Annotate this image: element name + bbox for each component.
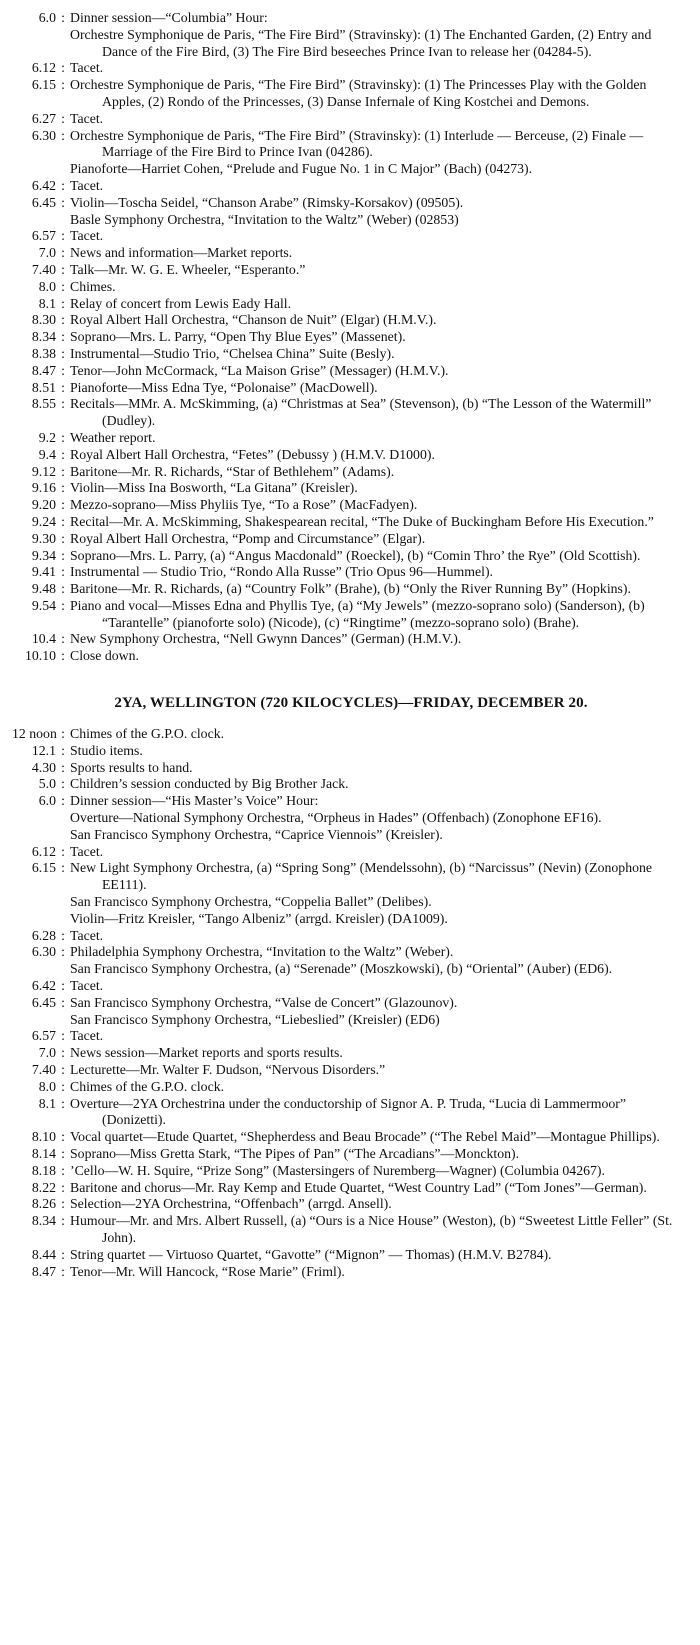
entry-text: Orchestre Symphonique de Paris, “The Fire Bird” (Stravinsky): (1) Interlude — Berceuse, (2) Finale — Marriage of the Fire Bird to Prince Ivan (04286). bbox=[70, 127, 644, 160]
entry-text: Tacet. bbox=[70, 1028, 104, 1044]
entry-time: 6.30 bbox=[31, 127, 56, 143]
programme-entry bbox=[12, 810, 690, 827]
entry-separator: : bbox=[61, 429, 65, 445]
entry-text: Talk—Mr. W. G. E. Wheeler, “Esperanto.” bbox=[70, 261, 306, 277]
entry-separator: : bbox=[61, 345, 65, 361]
entry-separator: : bbox=[61, 1129, 65, 1145]
entry-text: Dinner session—“His Master’s Voice” Hour: bbox=[70, 793, 319, 809]
entry-text: San Francisco Symphony Orchestra, “Coppelia Ballet” (Delibes). bbox=[70, 894, 432, 910]
entry-separator: : bbox=[61, 446, 65, 462]
programme-entry bbox=[12, 128, 690, 162]
entry-separator: : bbox=[61, 860, 65, 876]
entry-time: 9.16 bbox=[31, 480, 56, 496]
programme-entry bbox=[12, 1264, 690, 1281]
entry-text: Chimes of the G.P.O. clock. bbox=[70, 1078, 225, 1094]
entry-separator: : bbox=[61, 1095, 65, 1111]
entry-time: 6.12 bbox=[31, 843, 56, 859]
programme-entry bbox=[12, 793, 690, 810]
entry-separator: : bbox=[61, 1078, 65, 1094]
programme-entry bbox=[12, 631, 690, 648]
entry-time: 6.57 bbox=[31, 228, 56, 244]
programme-entry bbox=[12, 480, 690, 497]
entry-separator: : bbox=[61, 927, 65, 943]
entry-separator: : bbox=[61, 631, 65, 647]
programme-entry bbox=[12, 212, 690, 229]
programme-entry bbox=[12, 1096, 690, 1130]
entry-time: 7.0 bbox=[38, 245, 56, 261]
programme-entry bbox=[12, 961, 690, 978]
entry-text: Tacet. bbox=[70, 978, 104, 994]
programme-entry bbox=[12, 245, 690, 262]
entry-time: 9.4 bbox=[38, 446, 56, 462]
entry-text: Humour—Mr. and Mrs. Albert Russell, (a) “Ours is a Nice House” (Weston), (b) “Sweetest Little Feller” (St. John). bbox=[70, 1213, 673, 1245]
entry-time: 8.44 bbox=[31, 1246, 56, 1262]
entry-separator: : bbox=[61, 480, 65, 496]
entry-time: 6.12 bbox=[31, 60, 56, 76]
programme-entry bbox=[12, 1028, 690, 1045]
entry-time: 6.45 bbox=[31, 994, 56, 1010]
entry-text: San Francisco Symphony Orchestra, “Liebeslied” (Kreisler) (ED6) bbox=[70, 1011, 440, 1027]
programme-entry bbox=[12, 1045, 690, 1062]
entry-separator: : bbox=[61, 1179, 65, 1195]
entry-text: Tacet. bbox=[70, 228, 104, 244]
programme-entry bbox=[12, 279, 690, 296]
programme-entry bbox=[12, 312, 690, 329]
entry-separator: : bbox=[61, 396, 65, 412]
entry-text: Mezzo-soprano—Miss Phyliis Tye, “To a Rose” (MacFadyen). bbox=[70, 497, 418, 513]
entry-time: 5.0 bbox=[38, 776, 56, 792]
programme-entry bbox=[12, 564, 690, 581]
entry-separator: : bbox=[61, 944, 65, 960]
entry-separator: : bbox=[61, 245, 65, 261]
entry-separator: : bbox=[61, 597, 65, 613]
programme-entry bbox=[12, 195, 690, 212]
entry-text: Piano and vocal—Misses Edna and Phyllis Tye, (a) “My Jewels” (mezzo-soprano solo) (Sanderson), (b) “Tarantelle” (pianoforte solo) (Nicode), (c) “Ringtime” (mezzo-soprano solo) (Brahe). bbox=[70, 597, 645, 630]
entry-separator: : bbox=[61, 1045, 65, 1061]
programme-entry bbox=[12, 1129, 690, 1146]
entry-separator: : bbox=[61, 379, 65, 395]
programme-entry bbox=[12, 497, 690, 514]
entry-text: Baritone—Mr. R. Richards, “Star of Bethlehem” (Adams). bbox=[70, 463, 395, 479]
entry-text: Soprano—Miss Gretta Stark, “The Pipes of Pan” (“The Arcadians”—Monckton). bbox=[70, 1146, 520, 1161]
entry-time: 9.24 bbox=[31, 513, 56, 529]
programme-entry bbox=[12, 648, 690, 665]
programme-entry bbox=[12, 995, 690, 1012]
programme-section-1ya bbox=[12, 10, 690, 665]
entry-time: 9.2 bbox=[38, 429, 56, 445]
entry-time: 9.12 bbox=[31, 463, 56, 479]
entry-time: 6.27 bbox=[31, 110, 56, 126]
entry-text: New Light Symphony Orchestra, (a) “Spring Song” (Mendelssohn), (b) “Narcissus” (Nevin) (Zonophone EE111). bbox=[70, 860, 653, 893]
entry-text: Royal Albert Hall Orchestra, “Chanson de Nuit” (Elgar) (H.M.V.). bbox=[70, 312, 437, 328]
entry-time: 6.57 bbox=[31, 1028, 56, 1044]
entry-separator: : bbox=[61, 312, 65, 328]
entry-text: San Francisco Symphony Orchestra, “Caprice Viennois” (Kreisler). bbox=[70, 826, 443, 842]
entry-text: Sports results to hand. bbox=[70, 759, 193, 775]
entry-time: 8.18 bbox=[31, 1162, 56, 1178]
entry-separator: : bbox=[61, 1213, 65, 1229]
programme-entry bbox=[12, 1196, 690, 1213]
entry-text: New Symphony Orchestra, “Nell Gwynn Dances” (German) (H.M.V.). bbox=[70, 631, 462, 647]
programme-entry bbox=[12, 464, 690, 481]
entry-time: 9.41 bbox=[31, 564, 56, 580]
entry-time: 8.34 bbox=[31, 329, 56, 345]
entry-time: 8.26 bbox=[31, 1196, 56, 1212]
entry-time: 6.15 bbox=[31, 860, 56, 876]
entry-text: Violin—Fritz Kreisler, “Tango Albeniz” (arrgd. Kreisler) (DA1009). bbox=[70, 910, 448, 926]
entry-time: 8.10 bbox=[31, 1129, 56, 1145]
entry-time: 6.0 bbox=[38, 793, 56, 809]
entry-text: Chimes of the G.P.O. clock. bbox=[70, 726, 225, 742]
entry-separator: : bbox=[61, 228, 65, 244]
programme-entry bbox=[12, 1213, 690, 1247]
entry-text: Selection—2YA Orchestrina, “Offenbach” (arrgd. Ansell). bbox=[70, 1196, 392, 1212]
entry-text: Orchestre Symphonique de Paris, “The Fire Bird” (Stravinsky): (1) The Princesses Play with the Golden Apples, (2) Rondo of the Princesses, (3) Danse Infernale of King Kostchei and Demons. bbox=[70, 77, 647, 109]
entry-separator: : bbox=[61, 463, 65, 479]
programme-section-2ya bbox=[12, 726, 690, 1280]
programme-entry bbox=[12, 598, 690, 632]
programme-entry bbox=[12, 1012, 690, 1029]
entry-text: Soprano—Mrs. L. Parry, (a) “Angus Macdonald” (Roeckel), (b) “Comin Thro’ the Rye” (Old Scottish). bbox=[70, 547, 641, 563]
programme-entry bbox=[12, 581, 690, 598]
entry-time: 8.51 bbox=[31, 379, 56, 395]
entry-separator: : bbox=[61, 278, 65, 294]
entry-text: Tenor—Mr. Will Hancock, “Rose Marie” (Friml). bbox=[70, 1263, 345, 1279]
entry-time: 10.10 bbox=[24, 648, 56, 664]
entry-text: Instrumental — Studio Trio, “Rondo Alla Russe” (Trio Opus 96—Hummel). bbox=[70, 564, 493, 580]
entry-separator: : bbox=[61, 261, 65, 277]
entry-time: 8.22 bbox=[31, 1179, 56, 1195]
entry-time: 6.28 bbox=[31, 927, 56, 943]
entry-time: 7.0 bbox=[38, 1045, 56, 1061]
entry-separator: : bbox=[61, 564, 65, 580]
entry-separator: : bbox=[61, 362, 65, 378]
entry-separator: : bbox=[61, 994, 65, 1010]
programme-entry bbox=[12, 726, 690, 743]
entry-time: 8.47 bbox=[31, 1263, 56, 1279]
entry-time: 8.34 bbox=[31, 1213, 56, 1229]
entry-time: 8.30 bbox=[31, 312, 56, 328]
entry-text: Relay of concert from Lewis Eady Hall. bbox=[70, 295, 292, 311]
programme-entry bbox=[12, 77, 690, 111]
programme-entry bbox=[12, 928, 690, 945]
programme-entry bbox=[12, 1180, 690, 1197]
entry-separator: : bbox=[61, 978, 65, 994]
entry-text: Tacet. bbox=[70, 60, 104, 76]
programme-entry bbox=[12, 430, 690, 447]
entry-text: Chimes. bbox=[70, 278, 116, 294]
entry-text: Basle Symphony Orchestra, “Invitation to the Waltz” (Weber) (02853) bbox=[70, 211, 459, 227]
entry-text: Pianoforte—Harriet Cohen, “Prelude and Fugue No. 1 in C Major” (Bach) (04273). bbox=[70, 161, 533, 177]
entry-separator: : bbox=[61, 513, 65, 529]
entry-time: 8.55 bbox=[31, 396, 56, 412]
entry-time: 8.0 bbox=[38, 278, 56, 294]
entry-time: 10.4 bbox=[31, 631, 56, 647]
entry-separator: : bbox=[61, 77, 65, 93]
entry-separator: : bbox=[61, 10, 65, 25]
entry-text: Tacet. bbox=[70, 927, 104, 943]
entry-text: Tacet. bbox=[70, 110, 104, 126]
entry-time: 9.54 bbox=[31, 597, 56, 613]
entry-time: 6.42 bbox=[31, 177, 56, 193]
programme-entry bbox=[12, 10, 690, 27]
programme-entry bbox=[12, 178, 690, 195]
programme-entry bbox=[12, 363, 690, 380]
entry-text: Royal Albert Hall Orchestra, “Fetes” (Debussy ) (H.M.V. D1000). bbox=[70, 446, 435, 462]
entry-separator: : bbox=[61, 547, 65, 563]
entry-separator: : bbox=[61, 759, 65, 775]
entry-text: Soprano—Mrs. L. Parry, “Open Thy Blue Eyes” (Massenet). bbox=[70, 329, 406, 345]
programme-entry bbox=[12, 978, 690, 995]
entry-separator: : bbox=[61, 110, 65, 126]
programme-entry bbox=[12, 296, 690, 313]
entry-text: Children’s session conducted by Big Brother Jack. bbox=[70, 776, 349, 792]
entry-text: Tacet. bbox=[70, 843, 104, 859]
entry-separator: : bbox=[61, 60, 65, 76]
entry-separator: : bbox=[61, 177, 65, 193]
station-heading: 2YA, WELLINGTON (720 KILOCYCLES)—FRIDAY, DECEMBER 20. bbox=[114, 695, 588, 712]
entry-separator: : bbox=[61, 648, 65, 664]
programme-entry bbox=[12, 396, 690, 430]
entry-time: 8.0 bbox=[38, 1078, 56, 1094]
programme-entry bbox=[12, 60, 690, 77]
programme-entry bbox=[12, 111, 690, 128]
entry-text: ’Cello—W. H. Squire, “Prize Song” (Mastersingers of Nuremberg—Wagner) (Columbia 04267). bbox=[70, 1162, 605, 1178]
entry-text: Philadelphia Symphony Orchestra, “Invitation to the Waltz” (Weber). bbox=[70, 944, 454, 960]
entry-time: 6.42 bbox=[31, 978, 56, 994]
entry-text: San Francisco Symphony Orchestra, (a) “Serenade” (Moszkowski), (b) “Oriental” (Auber) (ED6). bbox=[70, 961, 613, 977]
entry-separator: : bbox=[61, 1162, 65, 1178]
entry-separator: : bbox=[61, 530, 65, 546]
entry-text: Violin—Miss Ina Bosworth, “La Gitana” (Kreisler). bbox=[70, 480, 358, 496]
entry-separator: : bbox=[61, 194, 65, 210]
entry-text: Baritone—Mr. R. Richards, (a) “Country Folk” (Brahe), (b) “Only the River Running By” (Hopkins). bbox=[70, 581, 631, 597]
programme-entry bbox=[12, 228, 690, 245]
entry-time: 12 noon bbox=[12, 726, 57, 742]
programme-entry bbox=[12, 380, 690, 397]
entry-separator: : bbox=[61, 776, 65, 792]
programme-entry bbox=[12, 844, 690, 861]
entry-time: 7.40 bbox=[31, 261, 56, 277]
entry-time: 8.1 bbox=[38, 1095, 56, 1111]
entry-time: 9.30 bbox=[31, 530, 56, 546]
programme-entry bbox=[12, 1247, 690, 1264]
programme-entry bbox=[12, 827, 690, 844]
entry-time: 6.15 bbox=[31, 77, 56, 93]
entry-text: Violin—Toscha Seidel, “Chanson Arabe” (Rimsky-Korsakov) (09505). bbox=[70, 194, 464, 210]
programme-entry bbox=[12, 860, 690, 894]
entry-time: 9.34 bbox=[31, 547, 56, 563]
entry-text: Close down. bbox=[70, 648, 139, 664]
programme-entry bbox=[12, 1079, 690, 1096]
entry-separator: : bbox=[61, 1263, 65, 1279]
programme-entry bbox=[12, 548, 690, 565]
entry-text: News and information—Market reports. bbox=[70, 245, 293, 261]
entry-text: Overture—2YA Orchestrina under the conductorship of Signor A. P. Truda, “Lucia di Lammermoor” (Donizetti). bbox=[70, 1095, 626, 1128]
entry-separator: : bbox=[61, 497, 65, 513]
entry-separator: : bbox=[61, 726, 65, 742]
entry-time: 6.45 bbox=[31, 194, 56, 210]
entry-text: Dinner session—“Columbia” Hour: bbox=[70, 10, 268, 25]
entry-separator: : bbox=[61, 1062, 65, 1078]
entry-time: 12.1 bbox=[31, 742, 56, 758]
programme-entry bbox=[12, 1146, 690, 1163]
entry-text: Weather report. bbox=[70, 429, 156, 445]
programme-entry bbox=[12, 776, 690, 793]
entry-time: 9.20 bbox=[31, 497, 56, 513]
entry-time: 6.30 bbox=[31, 944, 56, 960]
entry-separator: : bbox=[61, 581, 65, 597]
entry-separator: : bbox=[61, 1028, 65, 1044]
entry-separator: : bbox=[61, 742, 65, 758]
entry-text: Tenor—John McCormack, “La Maison Grise” (Messager) (H.M.V.). bbox=[70, 362, 449, 378]
programme-entry bbox=[12, 27, 690, 61]
programme-entry bbox=[12, 894, 690, 911]
entry-separator: : bbox=[61, 793, 65, 809]
entry-time: 9.48 bbox=[31, 581, 56, 597]
entry-text: Pianoforte—Miss Edna Tye, “Polonaise” (MacDowell). bbox=[70, 379, 378, 395]
programme-entry bbox=[12, 447, 690, 464]
entry-text: Overture—National Symphony Orchestra, “Orpheus in Hades” (Offenbach) (Zonophone EF16). bbox=[70, 810, 602, 826]
entry-text: Royal Albert Hall Orchestra, “Pomp and Circumstance” (Elgar). bbox=[70, 530, 426, 546]
entry-separator: : bbox=[61, 843, 65, 859]
entry-text: String quartet — Virtuoso Quartet, “Gavotte” (“Mignon” — Thomas) (H.M.V. B2784). bbox=[70, 1246, 552, 1262]
programme-entry bbox=[12, 531, 690, 548]
entry-separator: : bbox=[61, 127, 65, 143]
entry-separator: : bbox=[61, 329, 65, 345]
entry-separator: : bbox=[61, 1146, 65, 1161]
programme-entry bbox=[12, 944, 690, 961]
programme-entry bbox=[12, 743, 690, 760]
entry-time: 8.14 bbox=[31, 1146, 56, 1161]
programme-entry bbox=[12, 346, 690, 363]
entry-text: Baritone and chorus—Mr. Ray Kemp and Etude Quartet, “West Country Lad” (“Tom Jones”—German). bbox=[70, 1179, 647, 1195]
entry-time: 8.38 bbox=[31, 345, 56, 361]
entry-text: Lecturette—Mr. Walter F. Dudson, “Nervous Disorders.” bbox=[70, 1062, 386, 1078]
entry-text: Recital—Mr. A. McSkimming, Shakespearean recital, “The Duke of Buckingham Before His Execution.” bbox=[70, 513, 654, 529]
programme-entry bbox=[12, 161, 690, 178]
entry-time: 4.30 bbox=[31, 759, 56, 775]
programme-entry bbox=[12, 262, 690, 279]
entry-text: Studio items. bbox=[70, 742, 143, 758]
entry-text: Tacet. bbox=[70, 177, 104, 193]
entry-time: 8.47 bbox=[31, 362, 56, 378]
entry-separator: : bbox=[61, 295, 65, 311]
programme-entry bbox=[12, 760, 690, 777]
entry-text: Vocal quartet—Etude Quartet, “Shepherdess and Beau Brocade” (“The Rebel Maid”—Montague Phillips). bbox=[70, 1129, 660, 1145]
programme-entry bbox=[12, 1163, 690, 1180]
entry-time: 7.40 bbox=[31, 1062, 56, 1078]
programme-entry bbox=[12, 911, 690, 928]
entry-time: 6.0 bbox=[38, 10, 56, 25]
programme-entry bbox=[12, 514, 690, 531]
programme-entry bbox=[12, 1062, 690, 1079]
entry-separator: : bbox=[61, 1246, 65, 1262]
entry-text: News session—Market reports and sports results. bbox=[70, 1045, 343, 1061]
entry-text: San Francisco Symphony Orchestra, “Valse de Concert” (Glazounov). bbox=[70, 994, 458, 1010]
entry-text: Instrumental—Studio Trio, “Chelsea China” Suite (Besly). bbox=[70, 345, 395, 361]
programme-entry bbox=[12, 329, 690, 346]
entry-time: 8.1 bbox=[38, 295, 56, 311]
entry-text: Recitals—MMr. A. McSkimming, (a) “Christmas at Sea” (Stevenson), (b) “The Lesson of the Watermill” (Dudley). bbox=[70, 396, 652, 429]
entry-text: Orchestre Symphonique de Paris, “The Fire Bird” (Stravinsky): (1) The Enchanted Garden, (2) Entry and Dance of the Fire Bird, (3) The Fire Bird beseeches Prince Ivan to release her (04284-5). bbox=[70, 26, 652, 59]
entry-separator: : bbox=[61, 1196, 65, 1212]
